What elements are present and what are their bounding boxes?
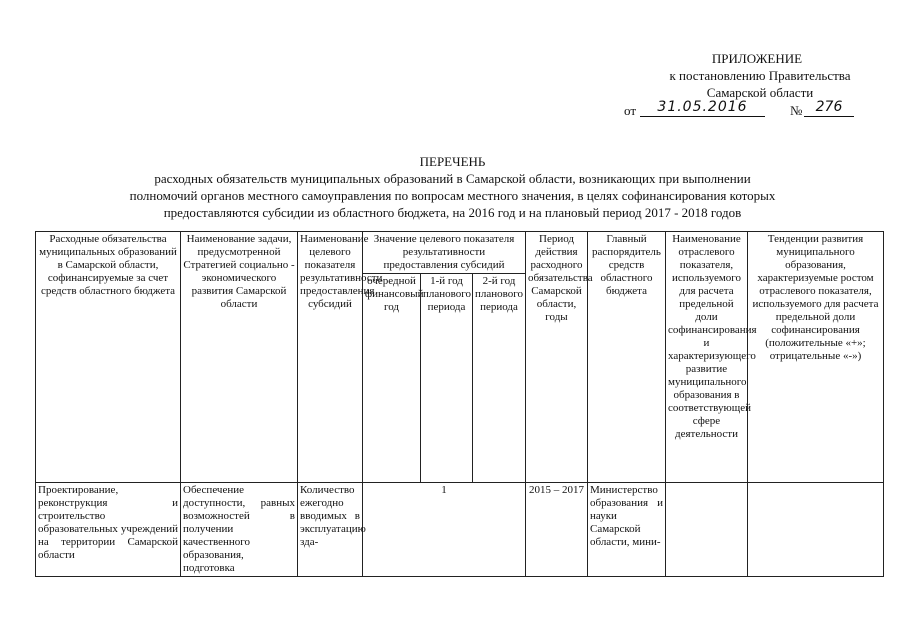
header-target-indicator: Наименование целевого показателя результативности предоставления субсидий — [298, 232, 363, 483]
cell-budget-manager: Министерство образования и науки Самарской области, мини- — [588, 483, 666, 577]
cell-indicator-value: 1 — [363, 483, 526, 577]
header-current-year: очередной финансовый год — [363, 274, 421, 483]
cell-obligation: Проектирование, реконструкция и строительство образовательных учреждений на территории Самарской области — [36, 483, 181, 577]
header-plan-year-1: 1-й год планового периода — [421, 274, 473, 483]
header-indicator-values: Значение целевого показателя результативности предоставления субсидий — [363, 232, 526, 274]
header-budget-manager: Главный распорядитель средств областного бюджета — [588, 232, 666, 483]
cell-development-trends — [748, 483, 884, 577]
date-prefix: от — [624, 103, 637, 118]
table-header-row — [36, 232, 884, 274]
appendix-line-region: Самарской области — [706, 85, 814, 100]
decree-date: 31.05.2016 — [640, 99, 765, 117]
appendix-block — [600, 50, 860, 120]
header-period: Период действия расходного обязательства Самарской области, годы — [526, 232, 588, 483]
document-title — [0, 153, 905, 221]
title-line-2: полномочий органов местного самоуправления по вопросам местного значения, в целях софинансирования которых — [129, 188, 776, 203]
title-line-1: расходных обязательств муниципальных образований в Самарской области, возникающих при выполнении — [154, 171, 751, 186]
appendix-title: ПРИЛОЖЕНИЕ — [711, 51, 803, 66]
number-prefix: № — [790, 103, 803, 118]
cell-strategy-task: Обеспечение доступности, равных возможностей в получении качественного образования, подготовка — [181, 483, 298, 577]
header-obligations: Расходные обязательства муниципальных образований в Самарской области, софинансируемые за счет средств областного бюджета — [36, 232, 181, 483]
cell-target-indicator: Количество ежегодно вводимых в эксплуатацию зда- — [298, 483, 363, 577]
expenditure-table — [35, 231, 884, 577]
title-line-3: предоставляются субсидии из областного бюджета, на 2016 год и на плановый период 2017 - 2018 годов — [163, 205, 742, 220]
cell-sector-indicator — [666, 483, 748, 577]
appendix-line-decree: к постановлению Правительства — [669, 68, 851, 83]
decree-number: 276 — [804, 99, 854, 117]
cell-period: 2015 – 2017 — [526, 483, 588, 577]
header-plan-year-2: 2-й год планового периода — [473, 274, 526, 483]
table-row — [36, 483, 884, 577]
header-development-trends: Тенденции развития муниципального образования, характеризуемые ростом отраслевого показателя, используемого для расчета предельной доли софинансирования (положительные «+»; отрицательные «-») — [748, 232, 884, 483]
header-sector-indicator: Наименование отраслевого показателя, используемого для расчета предельной доли софинансирования и характеризующего развитие муниципального образования в соответствующей сфере деятельности — [666, 232, 748, 483]
title-heading: ПЕРЕЧЕНЬ — [419, 154, 486, 169]
decree-date-line — [600, 99, 860, 120]
header-strategy-task: Наименование задачи, предусмотренной Стратегией социально - экономического развития Самарской области — [181, 232, 298, 483]
